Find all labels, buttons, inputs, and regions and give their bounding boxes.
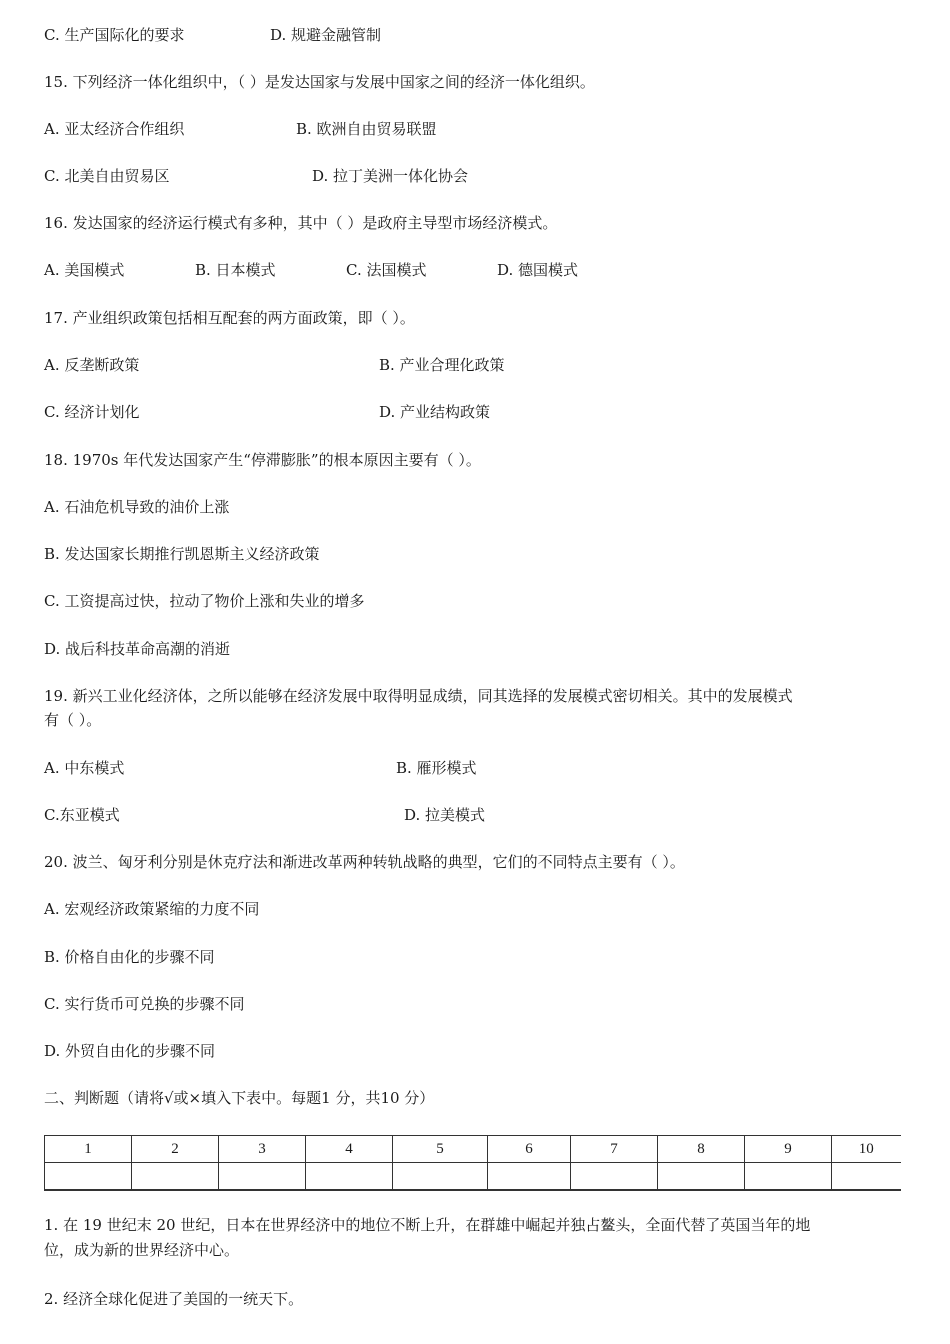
judgment-1: 1. 在 19 世纪末 20 世纪，日本在世界经济中的地位不断上升，在群雄中崛起并独占鳌头，全面代替了英国当年的地 xyxy=(44,1216,811,1234)
option-d: D. 产业结构政策 xyxy=(379,403,491,421)
table-header-cell: 5 xyxy=(393,1136,488,1163)
answer-cell[interactable] xyxy=(132,1163,219,1191)
table-header-cell: 1 xyxy=(45,1136,132,1163)
option-a: A. 石油危机导致的油价上涨 xyxy=(44,498,230,516)
question-20: 20. 波兰、匈牙利分别是休克疗法和渐进改革两种转轨战略的典型，它们的不同特点主要有（ ）。 xyxy=(44,853,685,871)
option-d: D. 德国模式 xyxy=(497,261,579,279)
option-b: B. 欧洲自由贸易联盟 xyxy=(296,120,437,138)
table-header-cell: 3 xyxy=(219,1136,306,1163)
option-d: D. 拉美模式 xyxy=(404,806,486,824)
option-d: D. 拉丁美洲一体化协会 xyxy=(312,167,469,185)
option-b: B. 产业合理化政策 xyxy=(379,356,505,374)
table-row xyxy=(45,1163,901,1191)
option-d: D. 规避金融管制 xyxy=(270,26,382,44)
option-c: C. 工资提高过快，拉动了物价上涨和失业的增多 xyxy=(44,592,365,610)
option-a: A. 反垄断政策 xyxy=(44,356,140,374)
option-c: C. 北美自由贸易区 xyxy=(44,167,170,185)
judgment-2: 2. 经济全球化促进了美国的一统天下。 xyxy=(44,1290,304,1308)
answer-cell[interactable] xyxy=(658,1163,745,1191)
option-a: A. 宏观经济政策紧缩的力度不同 xyxy=(44,900,260,918)
answer-cell[interactable] xyxy=(571,1163,658,1191)
table-header-row xyxy=(45,1136,901,1163)
option-a: A. 亚太经济合作组织 xyxy=(44,120,185,138)
question-15: 15. 下列经济一体化组织中，（ ）是发达国家与发展中国家之间的经济一体化组织。 xyxy=(44,73,595,91)
option-b: B. 发达国家长期推行凯恩斯主义经济政策 xyxy=(44,545,320,563)
section-heading: 二、判断题（请将√或×填入下表中。每题1 分，共10 分） xyxy=(44,1089,435,1107)
option-c: C. 生产国际化的要求 xyxy=(44,26,185,44)
answer-cell[interactable] xyxy=(745,1163,832,1191)
option-c: C.东亚模式 xyxy=(44,806,120,824)
answer-cell[interactable] xyxy=(45,1163,132,1191)
table-header-cell: 10 xyxy=(832,1136,901,1163)
table-header-cell: 2 xyxy=(132,1136,219,1163)
question-18: 18. 1970s 年代发达国家产生“停滞膨胀”的根本原因主要有（ ）。 xyxy=(44,451,481,469)
table-header-cell: 9 xyxy=(745,1136,832,1163)
answer-cell[interactable] xyxy=(488,1163,571,1191)
option-b: B. 雁形模式 xyxy=(396,759,477,777)
answer-table xyxy=(44,1135,901,1191)
answer-cell[interactable] xyxy=(832,1163,901,1191)
answer-cell[interactable] xyxy=(219,1163,306,1191)
option-b: B. 日本模式 xyxy=(195,261,276,279)
option-c: C. 法国模式 xyxy=(346,261,427,279)
table-header-cell: 4 xyxy=(306,1136,393,1163)
option-d: D. 外贸自由化的步骤不同 xyxy=(44,1042,216,1060)
answer-cell[interactable] xyxy=(306,1163,393,1191)
question-19-cont: 有（ ）。 xyxy=(44,711,102,729)
judgment-1-cont: 位，成为新的世界经济中心。 xyxy=(44,1241,240,1259)
table-header-cell: 6 xyxy=(488,1136,571,1163)
question-17: 17. 产业组织政策包括相互配套的两方面政策，即（ ）。 xyxy=(44,309,415,327)
option-a: A. 美国模式 xyxy=(44,261,125,279)
question-16: 16. 发达国家的经济运行模式有多种，其中（ ）是政府主导型市场经济模式。 xyxy=(44,214,558,232)
answer-cell[interactable] xyxy=(393,1163,488,1191)
option-c: C. 实行货币可兑换的步骤不同 xyxy=(44,995,245,1013)
option-a: A. 中东模式 xyxy=(44,759,125,777)
option-b: B. 价格自由化的步骤不同 xyxy=(44,948,215,966)
table-header-cell: 7 xyxy=(571,1136,658,1163)
option-c: C. 经济计划化 xyxy=(44,403,140,421)
table-header-cell: 8 xyxy=(658,1136,745,1163)
question-19: 19. 新兴工业化经济体，之所以能够在经济发展中取得明显成绩，同其选择的发展模式密切相关。其中的发展模式 xyxy=(44,687,793,705)
option-d: D. 战后科技革命高潮的消逝 xyxy=(44,640,231,658)
